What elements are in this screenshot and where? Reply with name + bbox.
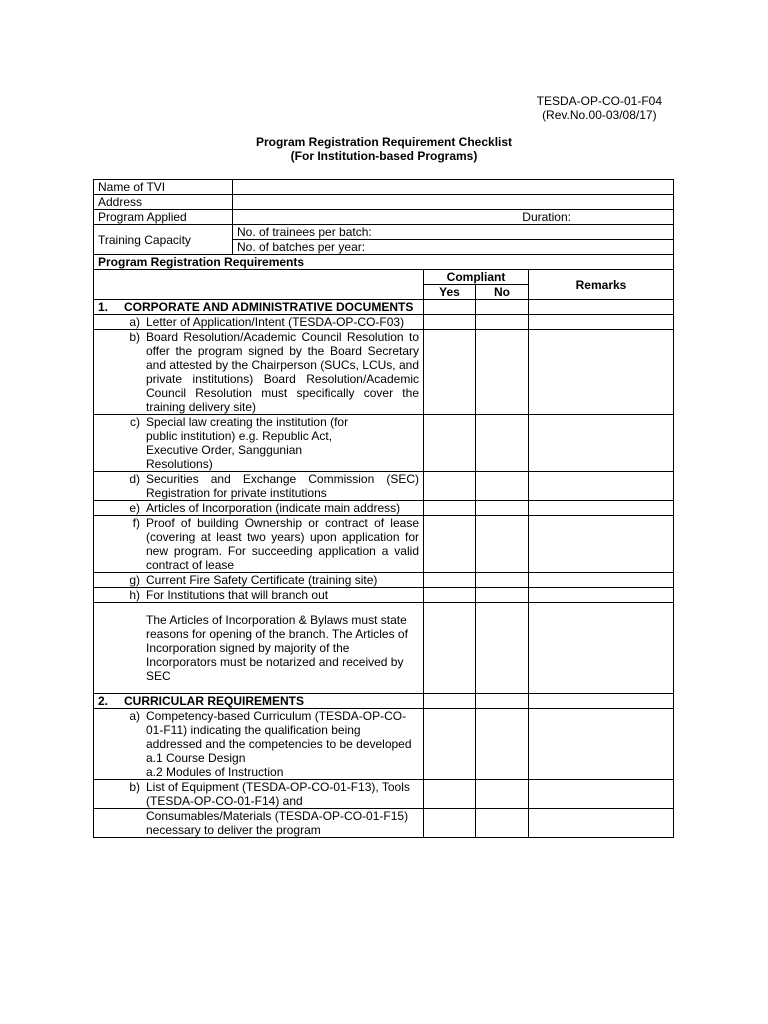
section-row	[94, 694, 674, 709]
no-cell[interactable]	[476, 516, 529, 573]
requirement-cell	[94, 501, 424, 516]
no-cell[interactable]	[476, 588, 529, 603]
requirement-text: For Institutions that will branch out	[146, 588, 329, 602]
requirement-cell	[94, 330, 424, 415]
header-blank	[94, 270, 424, 300]
requirement-continuation-row	[94, 809, 674, 838]
requirement-cell	[94, 709, 424, 780]
checklist-table	[93, 179, 674, 838]
requirement-label: g)	[129, 573, 140, 587]
requirement-label: f)	[132, 516, 140, 530]
requirement-text: List of Equipment (TESDA-OP-CO-01-F13), Tools (TESDA-OP-CO-01-F14) and	[146, 780, 410, 808]
remarks-cell[interactable]	[529, 472, 674, 501]
field-batches-per-year[interactable]	[233, 240, 674, 255]
requirement-text: Special law creating the institution (for public institution) e.g. Republic Act, Executive Order, Sanggunian Resolutions)	[146, 415, 349, 471]
row-name-of-tvi	[94, 180, 674, 195]
row-program-applied	[94, 210, 674, 225]
requirement-text: Proof of building Ownership or contract of lease (covering at least two years) upon application for new program. For succeeding application a valid contract of lease	[146, 516, 419, 572]
requirement-cell	[94, 573, 424, 588]
yes-cell[interactable]	[424, 330, 476, 415]
label-duration: Duration:	[522, 210, 571, 224]
remarks-cell[interactable]	[529, 780, 674, 809]
no-cell[interactable]	[476, 415, 529, 472]
requirement-row	[94, 588, 674, 603]
document-title	[0, 135, 768, 163]
yes-cell[interactable]	[424, 501, 476, 516]
requirement-row	[94, 780, 674, 809]
requirement-row	[94, 709, 674, 780]
requirement-row	[94, 501, 674, 516]
no-cell[interactable]	[476, 300, 529, 315]
document-reference	[537, 94, 662, 122]
no-cell[interactable]	[476, 330, 529, 415]
title-line-2: (For Institution-based Programs)	[290, 149, 478, 163]
requirement-row	[94, 516, 674, 573]
remarks-cell[interactable]	[529, 415, 674, 472]
yes-cell[interactable]	[424, 573, 476, 588]
no-cell[interactable]	[476, 694, 529, 709]
requirement-row	[94, 472, 674, 501]
requirement-cell	[94, 315, 424, 330]
requirement-text: Competency-based Curriculum (TESDA-OP-CO-01-F11) indicating the qualification being addressed and the competencies to be developed	[146, 709, 412, 751]
requirement-text: Securities and Exchange Commission (SEC) Registration for private institutions	[146, 472, 419, 500]
no-cell[interactable]	[476, 603, 529, 694]
label-name-of-tvi: Name of TVI	[94, 180, 233, 195]
yes-cell[interactable]	[424, 809, 476, 838]
field-program-applied[interactable]	[233, 210, 674, 225]
requirement-row	[94, 573, 674, 588]
remarks-cell[interactable]	[529, 516, 674, 573]
remarks-cell[interactable]	[529, 330, 674, 415]
yes-cell[interactable]	[424, 315, 476, 330]
remarks-cell[interactable]	[529, 694, 674, 709]
header-no: No	[476, 285, 529, 300]
requirement-text: Articles of Incorporation (indicate main address)	[146, 501, 401, 515]
remarks-cell[interactable]	[529, 315, 674, 330]
field-trainees-per-batch[interactable]	[233, 225, 674, 240]
row-requirements-heading	[94, 255, 674, 270]
section-2-title	[94, 694, 424, 709]
requirement-cell	[94, 472, 424, 501]
requirement-cell	[94, 780, 424, 809]
requirement-subitem: a.1 Course Design	[146, 751, 246, 765]
requirement-row	[94, 330, 674, 415]
section-number: 2.	[98, 694, 109, 708]
row-compliant-header	[94, 270, 674, 285]
title-line-1: Program Registration Requirement Checklist	[255, 135, 513, 149]
section-1-title	[94, 300, 424, 315]
remarks-cell[interactable]	[529, 809, 674, 838]
section-title: CURRICULAR REQUIREMENTS	[124, 694, 304, 708]
requirement-note: The Articles of Incorporation & Bylaws must state reasons for opening of the branch. The Articles of Incorporation signed by majority of the Incorporators must be notarized and received by SEC	[146, 613, 408, 683]
header-remarks: Remarks	[529, 270, 674, 300]
no-cell[interactable]	[476, 780, 529, 809]
field-name-of-tvi[interactable]	[233, 180, 674, 195]
remarks-cell[interactable]	[529, 573, 674, 588]
yes-cell[interactable]	[424, 415, 476, 472]
no-cell[interactable]	[476, 809, 529, 838]
remarks-cell[interactable]	[529, 603, 674, 694]
remarks-cell[interactable]	[529, 300, 674, 315]
section-title: CORPORATE AND ADMINISTRATIVE DOCUMENTS	[124, 300, 414, 314]
yes-cell[interactable]	[424, 516, 476, 573]
row-trainees-per-batch	[94, 225, 674, 240]
yes-cell[interactable]	[424, 300, 476, 315]
section-row	[94, 300, 674, 315]
yes-cell[interactable]	[424, 709, 476, 780]
requirement-row	[94, 315, 674, 330]
remarks-cell[interactable]	[529, 501, 674, 516]
no-cell[interactable]	[476, 709, 529, 780]
yes-cell[interactable]	[424, 603, 476, 694]
no-cell[interactable]	[476, 501, 529, 516]
remarks-cell[interactable]	[529, 588, 674, 603]
label-address: Address	[94, 195, 233, 210]
requirement-subitem: a.2 Modules of Instruction	[146, 765, 284, 779]
header-compliant: Compliant	[424, 270, 529, 285]
yes-cell[interactable]	[424, 588, 476, 603]
requirement-label: b)	[129, 330, 140, 344]
yes-cell[interactable]	[424, 472, 476, 501]
requirement-cell	[94, 588, 424, 603]
label-program-applied: Program Applied	[94, 210, 233, 225]
requirement-text: Current Fire Safety Certificate (training site)	[146, 573, 378, 587]
doc-revision: (Rev.No.00-03/08/17)	[542, 108, 657, 122]
requirement-text: Board Resolution/Academic Council Resolution to offer the program signed by the Board Secretary and attested by the Chairperson (SUCs, LCUs, and private institutions) Board Resolution/Academic Council Resolution must specifically cover the training delivery site)	[146, 330, 419, 414]
requirement-text: Consumables/Materials (TESDA-OP-CO-01-F15) necessary to deliver the program	[146, 809, 409, 837]
field-address[interactable]	[233, 195, 674, 210]
yes-cell[interactable]	[424, 694, 476, 709]
no-cell[interactable]	[476, 472, 529, 501]
section-number: 1.	[98, 300, 109, 314]
requirement-label: a)	[129, 315, 140, 329]
no-cell[interactable]	[476, 573, 529, 588]
requirement-note-row	[94, 603, 674, 694]
requirement-text: Letter of Application/Intent (TESDA-OP-CO-F03)	[146, 315, 405, 329]
doc-code: TESDA-OP-CO-01-F04	[536, 94, 662, 108]
requirement-label: d)	[129, 472, 140, 486]
requirement-label: c)	[130, 415, 140, 429]
requirement-cell	[94, 809, 424, 838]
row-address	[94, 195, 674, 210]
requirement-label: h)	[129, 588, 140, 602]
requirement-note-cell	[94, 603, 424, 694]
requirement-label: e)	[129, 501, 140, 515]
no-cell[interactable]	[476, 315, 529, 330]
label-trainees-per-batch: No. of trainees per batch:	[237, 225, 372, 239]
label-batches-per-year: No. of batches per year:	[237, 240, 366, 254]
requirement-label: b)	[129, 780, 140, 794]
requirements-heading: Program Registration Requirements	[94, 255, 674, 270]
requirement-row	[94, 415, 674, 472]
header-yes: Yes	[424, 285, 476, 300]
yes-cell[interactable]	[424, 780, 476, 809]
requirement-cell	[94, 415, 424, 472]
requirement-label: a)	[129, 709, 140, 723]
requirement-cell	[94, 516, 424, 573]
label-training-capacity: Training Capacity	[94, 225, 233, 255]
remarks-cell[interactable]	[529, 709, 674, 780]
